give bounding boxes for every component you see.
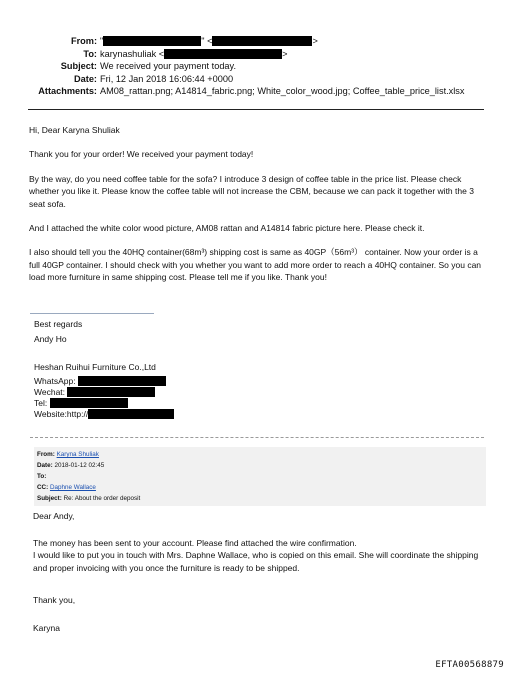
message-paragraph: And I attached the white color wood picture, AM08 rattan and A14814 fabric picture here. Please check it. (29, 223, 425, 234)
quote-divider (30, 437, 484, 438)
redaction-bar (67, 387, 155, 397)
message-greeting: Hi, Dear Karyna Shuliak (29, 125, 120, 135)
quoted-cc-row: CC: Daphne Wallace (37, 484, 96, 491)
reply-name: Karyna (33, 623, 60, 633)
subject-value: We received your payment today. (100, 61, 237, 72)
quoted-cc-link[interactable]: Daphne Wallace (49, 484, 96, 491)
header-from-row (0, 35, 512, 48)
attachments-label: Attachments: (38, 86, 97, 97)
signature-tel: Tel: (34, 397, 128, 409)
header-to-row (0, 48, 512, 61)
quoted-from-row: From: Karyna Shuliak (37, 451, 99, 458)
message-body (29, 124, 487, 284)
header-subject-row (0, 60, 512, 73)
from-value: " " < > (100, 36, 318, 46)
reply-closing: Thank you, (33, 595, 76, 605)
quoted-from-link[interactable]: Karyna Shuliak (56, 451, 99, 458)
bates-number: EFTA00568879 (435, 660, 504, 670)
header-attachments-row (0, 85, 512, 98)
signature-company: Heshan Ruihui Furniture Co.,Ltd (34, 362, 156, 372)
to-value: karynashuliak < > (100, 48, 288, 59)
signature-divider (30, 313, 154, 314)
subject-label: Subject: (60, 61, 97, 72)
signature-name: Andy Ho (34, 334, 67, 344)
reply-body (33, 537, 493, 574)
redaction-bar (103, 36, 201, 46)
message-paragraph: Thank you for your order! We received your payment today! (29, 149, 254, 160)
redaction-bar (88, 409, 174, 419)
to-label: To: (83, 48, 97, 59)
email-header (0, 35, 512, 98)
attachments-value[interactable]: AM08_rattan.png; A14814_fabric.png; White_color_wood.jpg; Coffee_table_price_list.xlsx (100, 86, 465, 97)
reply-line: The money has been sent to your account. Please find attached the wire confirmation. (33, 538, 357, 548)
date-label: Date: (74, 73, 97, 84)
quoted-subject-row: Subject: Re: About the order deposit (37, 495, 141, 502)
signature-website: Website:http:// (34, 408, 174, 420)
signature-regards: Best regards (34, 319, 83, 329)
quoted-to-row: To: (37, 473, 47, 480)
signature-whatsapp: WhatsApp: (34, 375, 166, 387)
date-value: Fri, 12 Jan 2018 16:06:44 +0000 (100, 73, 234, 84)
redaction-bar (78, 376, 166, 386)
header-divider (28, 109, 484, 110)
message-paragraph: By the way, do you need coffee table for the sofa? I introduce 3 design of coffee table in the price list. Please check whether you like it. Please know the coffee table will not increase the CBM, because we can pack it together with the 3 seat sofa. (29, 173, 474, 209)
header-date-row (0, 73, 512, 86)
signature-wechat: Wechat: (34, 386, 155, 398)
reply-greeting: Dear Andy, (33, 511, 75, 521)
reply-line: I would like to put you in touch with Mrs. Daphne Wallace, who is copied on this email. She will coordinate the shipping and proper invoicing with you once the furniture is ready to be shipped. (33, 550, 479, 573)
message-paragraph: I also should tell you the 40HQ container(68m³) shipping cost is same as 40GP（56m³） container. Now your order is a full 40GP container. I should check with you whether you want to add more order to reach a 40HQ container. So you can load more furniture in same shipping cost. Please tell me if you like. Thank you! (29, 247, 482, 283)
quoted-date-row: Date: 2018-01-12 02:45 (37, 462, 105, 469)
redaction-bar (50, 398, 128, 408)
redaction-bar (164, 49, 282, 59)
redaction-bar (212, 36, 312, 46)
from-label: From: (70, 36, 97, 46)
